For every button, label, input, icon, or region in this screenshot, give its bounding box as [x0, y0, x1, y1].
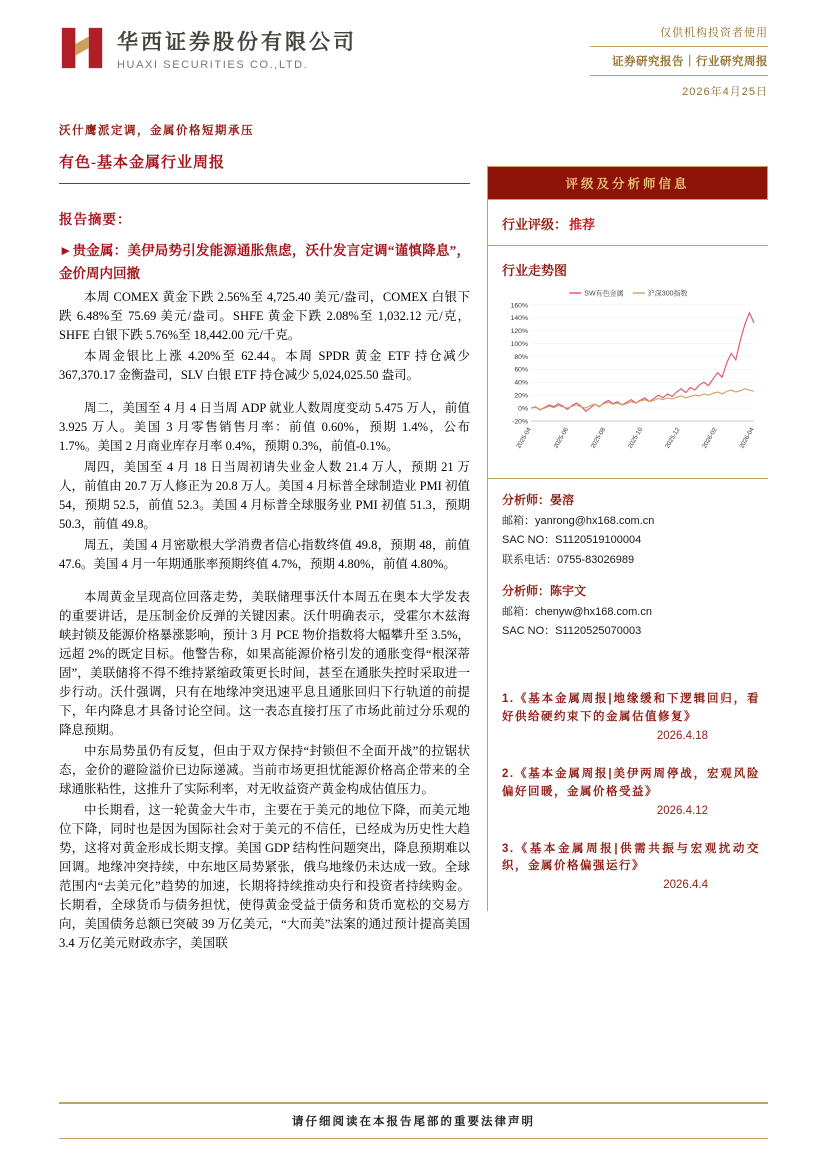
- abstract-paragraph: 本周黄金呈现高位回落走势，美联储理事沃什本周五在奥本大学发表的重要讲话，是压制金价反弹的关键因素。沃什明确表示，受霍尔木兹海峡封锁及能源价格暴涨影响，预计 3 月 PCE 物价指数将大幅攀升至 3.5%，远超 2%的既定目标。他警告称，如果高能源价格引发的通胀变得“根深蒂固”，美联储将不得不维持紧缩政策更长时间，甚至在通胀失控时采取进一步行动。沃什强调，只有在地缘冲突迅速平息且通胀回归下行轨道的前提下，年内降息才具备讨论空间。这一表态直接打压了市场此前过分乐观的降息预期。: [59, 589, 470, 737]
- header-meta: [590, 24, 768, 99]
- svg-text:2025-06: 2025-06: [552, 426, 570, 450]
- sidebar-box-body: [487, 200, 768, 911]
- abstract-paragraph: 本周 COMEX 黄金下跌 2.56%至 4,725.40 美元/盎司，COMEX 白银下跌 6.48%至 75.69 美元/盎司。SHFE 黄金下跌 2.08%至 1,032.12 元/克，SHFE 白银下跌 5.76%至 18,442.00 元/千克。: [59, 289, 470, 342]
- svg-text:60%: 60%: [514, 366, 528, 374]
- rating-value: 推荐: [569, 217, 596, 232]
- audience-note: 仅供机构投资者使用: [590, 24, 768, 47]
- related-report: [502, 766, 760, 817]
- analyst-name: 分析师：陈宇文: [502, 583, 587, 598]
- svg-text:0%: 0%: [518, 405, 528, 413]
- analyst-name: 分析师：晏溶: [502, 493, 575, 507]
- analyst-phone: 联系电话：0755-83026989: [502, 553, 635, 566]
- svg-text:SW有色金属: SW有色金属: [584, 290, 624, 298]
- svg-text:80%: 80%: [514, 353, 528, 361]
- svg-text:160%: 160%: [510, 302, 528, 310]
- related-report-date: 2026.4.4: [663, 879, 708, 892]
- svg-text:100%: 100%: [510, 341, 528, 348]
- analyst-block: [502, 491, 762, 570]
- abstract-paragraph: 本周金银比上涨 4.20%至 62.44。本周 SPDR 黄金 ETF 持仓减少 367,370.17 金衡盎司，SLV 白银 ETF 持仓减少 5,024,025.50 盎司。: [59, 348, 470, 382]
- rating-label: 行业评级：: [502, 217, 568, 232]
- analysts-section: [488, 478, 768, 659]
- analyst-sac-no: SAC NO：S1120519100004: [502, 534, 642, 547]
- svg-text:2025-08: 2025-08: [589, 426, 608, 450]
- report-header: [0, 0, 827, 99]
- abstract-paragraph: 中东局势虽仍有反复，但由于双方保持“封锁但不全面开战”的拉锯状态，金价的避险溢价已边际递减。当前市场更担忧能源价格高企带来的全球通胀粘性，这推升了实际利率，对无收益资产黄金构成估值压力。: [59, 743, 470, 796]
- rating-analyst-sidebar: [487, 166, 768, 911]
- related-report-title: 1.《基本金属周报|地缘缓和下逻辑回归，看好供给硬约束下的金属估值修复》: [502, 693, 760, 724]
- sidebar-box-title: 评级及分析师信息: [487, 166, 768, 200]
- abstract-paragraph: 中长期看，这一轮黄金大牛市，主要在于美元的地位下降，而美元地位下降，同时也是因为国际社会对于美元的不信任，已经成为历史性大趋势，这将对黄金形成长期支撑。美国 GDP 结构性问题突出，降息预期难以回调。地缘冲突持续，中东地区局势紧张，俄乌地缘仍未达成一致。全球范围内“去美元化”趋势的加速，长期将持续推动央行和投资者持续购金。长期看，全球货币与债务担忧，使得黄金受益于债务和货币宽松的交易方向，美国债务总额已突破 39 万亿美元，“大而美”法案的通过预计提高美国 3.4 万亿美元财政赤字，美国联: [59, 802, 470, 950]
- analyst-email: 邮箱：chenyw@hx168.com.cn: [502, 605, 652, 618]
- report-date: 2026年4月25日: [682, 86, 768, 98]
- related-report-date: 2026.4.12: [656, 804, 708, 817]
- svg-text:2025-10: 2025-10: [626, 426, 645, 450]
- page-footer: [59, 1102, 768, 1139]
- svg-text:2026-02: 2026-02: [701, 426, 719, 450]
- industry-trend-chart: [488, 283, 768, 478]
- industry-rating-row: [488, 200, 768, 246]
- report-type: 证券研究报告｜行业研究周报: [590, 47, 768, 76]
- company-name-cn: 华西证券股份有限公司: [117, 30, 357, 54]
- svg-text:2026-04: 2026-04: [738, 426, 756, 450]
- svg-text:40%: 40%: [514, 379, 528, 387]
- trend-chart-title: 行业走势图: [502, 263, 568, 278]
- related-report-title: 2.《基本金属周报|美伊两周停战，宏观风险偏好回暖，金属价格受益》: [502, 767, 760, 798]
- abstract-paragraph: 周二，美国至 4 月 4 日当周 ADP 就业人数周度变动 5.475 万人，前值 3.925 万人。美国 3 月零售销售月率：前值 0.60%，预期 1.4%，公布 1.7%。美国 2 月商业库存月率 0.4%，预期 0.3%，前值-0.1%。: [59, 400, 470, 453]
- svg-text:120%: 120%: [510, 328, 528, 336]
- svg-text:沪深300指数: 沪深300指数: [647, 290, 688, 298]
- svg-text:-20%: -20%: [512, 418, 528, 426]
- svg-text:2025-04: 2025-04: [515, 426, 533, 450]
- abstract-paragraph: 周四，美国至 4 月 18 日当周初请失业金人数 21.4 万人，预期 21 万人，前值由 20.7 万人修正为 20.8 万人。美国 4 月标普全球制造业 PMI 初值 54，预期 52.5，前值 52.3。美国 4 月标普全球服务业 PMI 初值 51.3，预期 50.3，前值 49.8。: [59, 459, 470, 531]
- analyst-sac-no: SAC NO：S1120525070003: [502, 625, 642, 637]
- footer-rule-bottom: [59, 1138, 768, 1139]
- related-report: [502, 841, 760, 892]
- company-name-en: HUAXI SECURITIES CO.,LTD.: [117, 58, 309, 71]
- company-name-block: [117, 26, 357, 71]
- related-report: [502, 691, 760, 742]
- huaxi-logo-icon: [59, 24, 107, 72]
- page-subtitle: 有色-基本金属行业周报: [59, 151, 470, 184]
- svg-text:2025-12: 2025-12: [664, 426, 682, 450]
- abstract-paragraph: 周五，美国 4 月密歇根大学消费者信心指数终值 49.8，预期 48，前值 47.6。美国 4 月一年期通胀率预期终值 4.7%，预期 4.80%，前值 4.80%。: [59, 537, 470, 571]
- abstract-label: 报告摘要：: [59, 211, 132, 227]
- main-column: [59, 123, 470, 953]
- analyst-email: 邮箱：yanrong@hx168.com.cn: [502, 515, 655, 527]
- analyst-block: [502, 582, 762, 642]
- page-title: 沃什鹰派定调，金属价格短期承压: [59, 125, 254, 137]
- svg-text:20%: 20%: [514, 392, 528, 400]
- related-report-date: 2026.4.18: [656, 729, 708, 742]
- related-reports-section: [488, 659, 768, 911]
- related-report-title: 3.《基本金属周报|供需共振与宏观扰动交织，金属价格偏强运行》: [502, 842, 760, 873]
- legal-disclaimer: 请仔细阅读在本报告尾部的重要法律声明: [292, 1116, 535, 1128]
- svg-text:140%: 140%: [510, 315, 528, 323]
- brand-block: [59, 24, 357, 72]
- section-heading-precious-metals: ►贵金属：美伊局势引发能源通胀焦虑，沃什发言定调“谨慎降息”，金价周内回撤: [59, 242, 470, 281]
